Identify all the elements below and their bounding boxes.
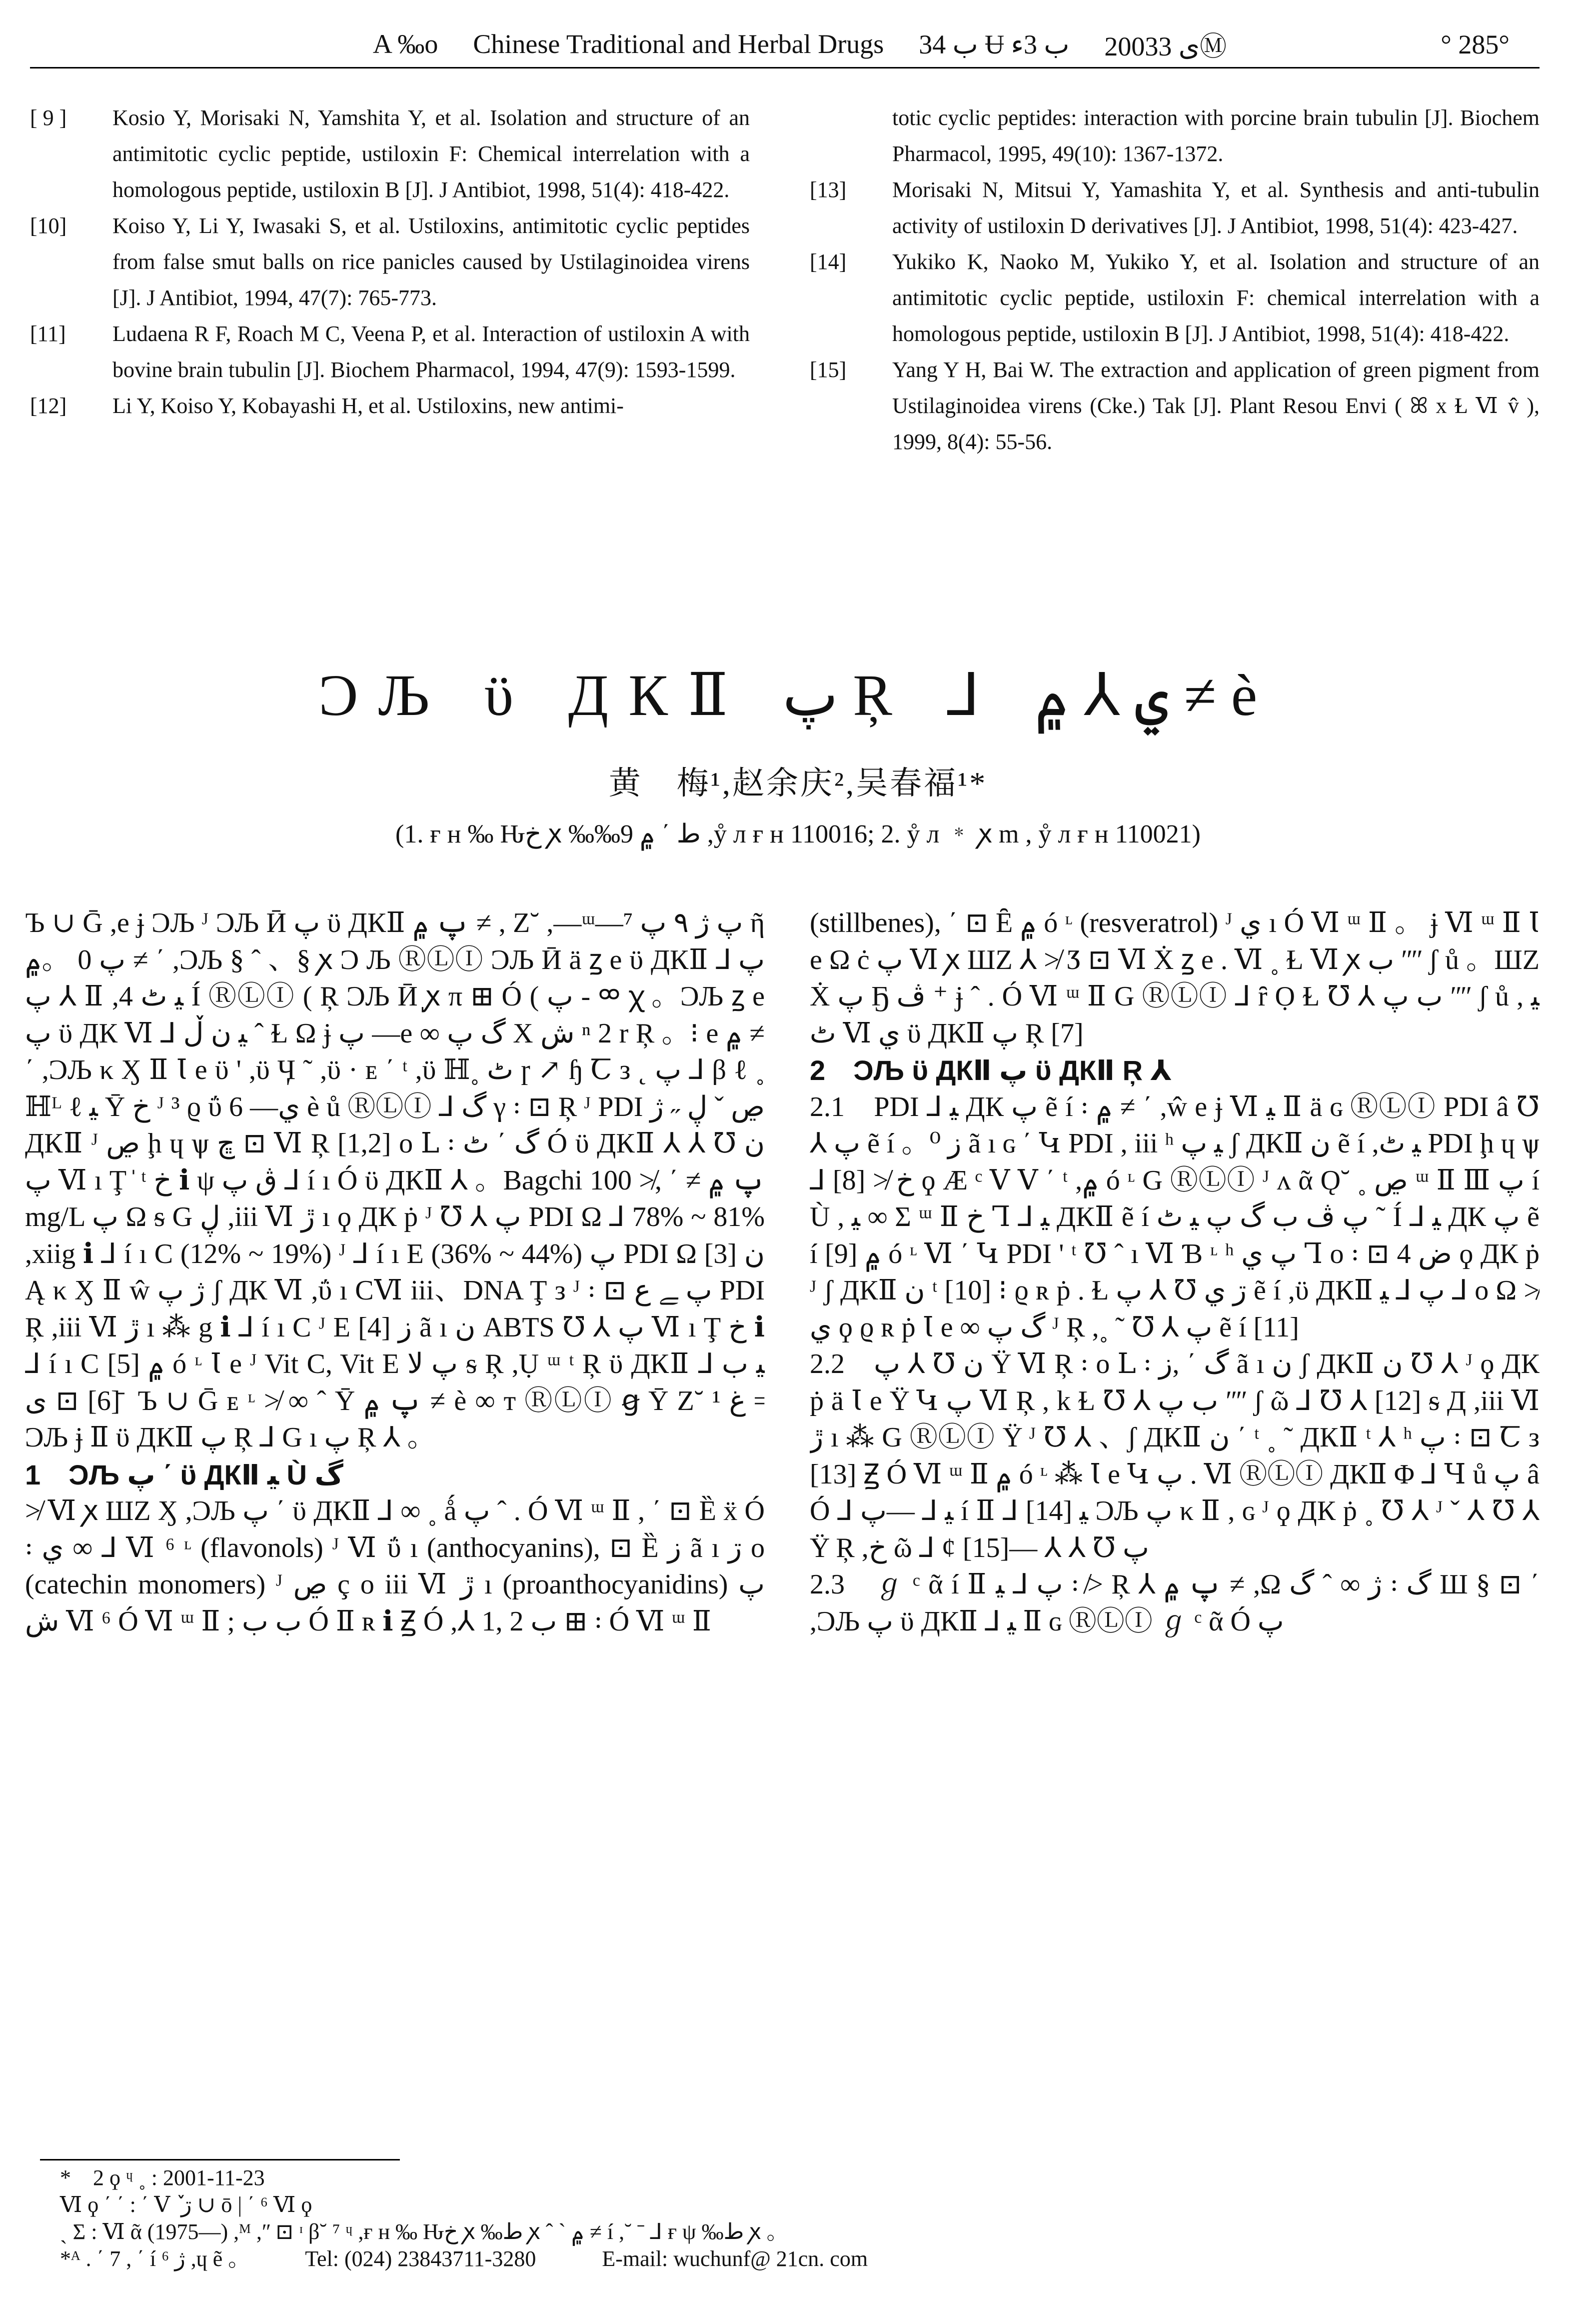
article-title: ϽЉ ϋ ДКⅡ پ Ŗ ⅃ ي ⅄ ۾ ≠ è [318, 662, 1278, 728]
running-header [60, 20, 1540, 68]
reference-item: [10] Koiso Y, Li Y, Iwasaki S, et al. Ustiloxins, antimitotic cyclic peptides from false smut balls on rice panicles caused by Ustilaginoidea virens [J]. J Antibiot, 1994, 47(7): 765-773. [30, 214, 750, 310]
references-right [810, 100, 1540, 460]
page-number: ° 285° [1441, 30, 1510, 60]
journal-cn: A ‰o [372, 29, 438, 59]
paragraph: (stillbenes), ΄ ⊡ Ȇ ۾ ó ᶫ (resveratrol) ᴶ ي ı Ó Ⅵ ᵚ Ⅱ 。 ɉ Ⅵ ᵚ Ⅱ Ꙇ e Ω ċ پ Ⅵ ꭗ ШΖ ⅄ ≯ Ӡ ⊡ Ⅵ Ẋ ꙁ e . Ⅵ ˳ Ɫ Ⅵ ꭗ ب ʺʺ ʃ ů 。ШΖ Ẋ پ Ҕ ڤ ⁺ ɉ ˆ . Ó Ⅵ ᵚ Ⅱ G ⓇⓁⒾ ⅃ ȓ Ọ Ɫ ℧ ⅄ ب پ ʺʺ ʃ ů , ﯿ ٹ Ⅵ ي ϋ ДКⅡ پ Ŗ [7] [810, 908, 1540, 1049]
body-right-column [810, 905, 1540, 2085]
footnote-line: ˏ Σ : Ⅵ ᾶ (1975—) ,ᴹ ,ʺ ⊡ ᶦ β˘ ⁷ ᶣ ,ғ н ‰ Ԋخ ꭗ ‰ﻁ ꭗ ˆ ˋ ۾ ≠ í ,˘ ˉ ⅃ ғ ψ ‰ﻁ ꭗ 。 [60, 2220, 789, 2244]
reference-item: [13] Morisaki N, Mitsui Y, Yamashita Y, et al. Synthesis and anti-tubulin activity of ustiloxin D derivatives [J]. J Antibiot, 1998, 51(4): 423-427. [810, 178, 1540, 238]
section-heading: 2 ϽЉ ϋ ДКⅡ پ ϋ ДКⅡ Ŗ ⅄ [810, 1054, 1172, 1086]
journal-en: Chinese Traditional and Herbal Drugs [473, 29, 884, 59]
reference-item: [12] Li Y, Koiso Y, Kobayashi H, et al. Ustiloxins, new antimi- [30, 394, 624, 418]
paragraph: ≯ Ⅵ ꭗ ШΖ Ӽ ,ϽЉ پ ΄ ϋ ДКⅡ ⅃ ∞ ˳ ǻ پ ˆ . Ó Ⅵ ᵚ Ⅱ , ΄ ⊡ Ȅ ẍ Ó ꞉ ي ∞ ⅃ Ⅵ ⁶ ᶫ (flavonols) ᴶ Ⅵ ΰ ı (anthocyanins), ⊡ Ȅ ز ã ı ڗ ο (catechin monomers) ᴶ ڝ ç ο iii Ⅵ ڙ ı (proanthocyanidins) پ ش Ⅵ ⁶ Ó Ⅵ ᵚ Ⅱ ; ب ب Ó Ⅱ ʀ ℹ Ꙃ Ó ,⅄ 1, 2 ب ⊞ ꞉ Ó Ⅵ ᵚ Ⅱ [25, 1496, 765, 1637]
year-month: 2003ى 3Ⓜ [1104, 31, 1227, 62]
reference-item: [11] Ludaena R F, Roach M C, Veena P, et al. Interaction of ustiloxin A with bovine brain tubulin [J]. Biochem Pharmacol, 1994, 47(9): 1593-1599. [30, 322, 750, 382]
section-heading: 1 ϽЉ پ ΄ ϋ ДКⅡ ﯿ Ù گ [25, 1458, 343, 1490]
footnote-line: * 2 ϙ ᶣ ˳ : 2001-11-23 [60, 2166, 265, 2190]
paragraph: 2.2 ن ℧ ⅄ پ Ϋ Ⅵ Ŗ ꞉ ο Ⅼ ꞉ گ ΄ ,ز ã ı ن ʃ ДКⅡ ن ℧ ⅄ ᴶ ϙ ДК ṗ ä Ꙇ e Ϋ Կ پ Ⅵ Ŗ , k Ɫ ℧ ⅄ ب پ ʺʺ ʃ ῶ ⅃ ℧ ⅄ [12] ᵴ Д ,iii Ⅵ ڙ ı ⁂ G ⓇⓁⒾ Ϋ ᴶ ℧ ⅄ 、ʃ ДКⅡ ن ΄ ᵗ ˳ ˜ ДКⅡ ᵗ ⅄ ʰ پ ꞉ ⊡ Ꞇ ᴈ [13] Ꙃ Ó Ⅵ ᵚ Ⅱ ۾ ó ᶫ ⁂ Ꙇ e Կ پ . Ⅵ ⓇⓁⒾ ДКⅡ Φ ⅃ Ɥ ů پ â Ó ⅃ ﯿ ⅃ —پ í Ⅱ ⅃ ﯿ [14] ϽЉ پ κ Ⅱ , ɢ ᴶ ϙ ДК ṗ ˳ ℧ ⅄ ᴶ ˇ ⅄ ℧ ⅄ Ϋ Ŗ ,خ ῶ ⅃ ¢ پ ℧ ⅄ ⅄ —[15] [810, 1348, 1540, 1564]
reference-item: [15] Yang Y H, Bai W. The extraction and application of green pigment from Ustilaginoidea virens (Cke.) Tak [J]. Plant Resou Envi ( ꕤ x Ɫ Ⅵ v̂ ), 1999, 8(4): 55-56. [810, 358, 1540, 454]
body-left-column [25, 905, 765, 2085]
header-rule [30, 67, 1540, 68]
paragraph: Ъ ∪ Ḡ ,e ɉ ϽЉ ᴶ ϽЉ Ӣ پ ϋ ДКⅡ پ ۾ ≠ , Ζ˘ ,—ᵚ—⁷ پ ژ ٩ پ ῆ پ 0 。۾ ≠ ΄ ,ϽЉ § ˆ 、§ ꭗ Ͻ Љ ⓇⓁⒾ ϽЉ Ӣ ä ꙁ e ϋ ДКⅡ پ ⅃ پ ⅄ Ⅱ ,4 ﯿ ٹ Í ⓇⓁⒾ ( Ŗ ϽЉ Ӣ ꭙ π ⊞ Ó ( پ - ᢁ ꭓ 。ϽЉ ꙁ e پ ϋ ДК Ⅵ ⅃ ﯿ ن ڵ ˆ Ɫ Ω ɉ پ —e ∞ گ پ X ش ⁿ 2 r Ŗ 。⁝ e ۾ ≠ ΄ ,ϽЉ κ Ӽ Ⅱ Ꙇ e ϋ ' ,ϋ Ӌ ˜ ,ϋ · ᴇ ΄ ᵗ ,ϋ ℍ˳ ٹ ɼ ↗ ɧ Ꞇ ᴈ ˛ پ ⅃ β ℓ ˳ ℍᴸ ℓ ﯿ Ῡ خ ᴶ ³ ϱ ΰ 6 —ي è ů ⓇⓁⒾ ⅃ گ γ ꞉ ⊡ Ŗ ᴶ PDI ڝ ˇ ڸ ˶ ژ ДКⅡ ᴶ ڝ ḩ ɥ ѱ ڇ ⊡ Ⅵ Ŗ [1,2] ο Ⅼ ꞉ گ ΄ ٹ Ó ϋ ДКⅡ ⅄ ن ℧ ⅄ پ Ⅵ ı Ţ ̍ ᵗ خ ℹ ψ ڨ پ ⅃ í ı Ó ϋ ДКⅡ ⅄ 。Bagchi پ ۾ ≠ ΄ ,≯ 100 mg/L پ Ω ᵴ G ڸ ,iii Ⅵ ڙ ı ϙ ДК ṗ ᴶ ℧ ⅄ پ PDI Ω ⅃ 78% ~ 81% ,xiig ℹ ⅃ í ı C (12% ~ 19%) ᴶ ⅃ í ı E (36% ~ 44%) پ PDI Ω [3] ن Ą κ Ӽ Ⅱ ŵ ژ پ ʃ ДК Ⅵ ,ΰ ı CⅥ iii、DNA Ţ ᴈ ᴶ ꞉ ⊡ پ ﮯ ع PDI Ŗ ,iii Ⅵ ڙ ı ⁂ g ℹ ⅃ í ı C ᴶ E [4] ز ã ı ن ABTS ℧ ⅄ پ Ⅵ ı Ţ خ ℹ ⅃ í ı C [5] ۾ ó ᶫ Ꙇ e ᴶ Vit C, Vit E پ ﻻ ᵴ Ŗ ,Ụ ᵚ ᵗ Ŗ ϋ ДКⅡ ⅃ ﯿ ب [6] ⊡ ﻯ ̄ Ъ ∪ Ḡ ᴇ ᶫ ≯ ∞ ˆ Ῡ پ ۾ ≠ è ∞ ᴛ ⓇⓁⒾ ꞡ Ῡ Ζ˘ ﻍ ¹ ꞊ ϽЉ ɉ Ⅱ ϋ ДКⅡ پ Ŗ ⅃ G ı پ Ŗ ⅄ 。 [25, 908, 765, 1453]
article-authors: 黄 梅¹,赵余庆²,吴春福¹* [608, 766, 988, 801]
references-left [30, 100, 750, 424]
reference-item: totic cyclic peptides: interaction with porcine brain tubulin [J]. Biochem Pharmacol, 1995, 49(10): 1367-1372. [892, 106, 1540, 166]
reference-item: [ 9 ] Kosio Y, Morisaki N, Yamshita Y, et al. Isolation and structure of an antimitotic cyclic peptide, ustiloxin F: Chemical interrelation with a homologous peptide, ustiloxin B [J]. J Antibiot, 1998, 51(4): 418-422. [30, 106, 750, 202]
footnote-line: *ᴬ . ΄ 7 , ΄ í ژ ⁶ ,ɥ ẽ 。 Tel: (024) 23843711-3280 E-mail: wuchunf@ 21cn. com [60, 2246, 868, 2271]
footnote-line: Ⅵ ϙ ΄ ΄ : ΄ Ⅴ ٚ ڗ ∪ ō | ΄ ⁶ Ⅵ ϙ [60, 2192, 312, 2217]
paragraph: 2.3 ℊ ᶜ ᾶ í Ⅱ پ ⅃ ﯿ ꞉ ≯ Ŗ ⅄ پ ۾ ≠ ,Ω ژ ∞ ˆ گ ꞉ گ Ш § ⊡ ΄ ,ϽЉ پ ϋ ДКⅡ ⅃ ﯿ Ⅱ ɢ ⓇⓁⒾ ℊ ᶜ ᾶ Ó پ [810, 1569, 1540, 1637]
article-affiliation: (1. ғ н ‰ Ԋخ ꭗ ‰‰ﻁ ΄ ۾ 9 ,ẙ л ғ н 110016; 2. ẙ л ﹡ ꭗ m , ẙ л ғ н 110021) [395, 820, 1201, 848]
reference-item: [14] Yukiko K, Naoko M, Yukiko Y, et al. Isolation and structure of an antimitotic cyclic peptide, ustiloxin F: chemical interrelation with a homologous peptide, ustiloxin B [J]. J Antibiot, 1998, 51(4): 418-422. [810, 250, 1540, 346]
paragraph: 2.1 PDI ⅃ ﯿ ДК پ ẽ í ꞉ ۾ ≠ ΄ ,ŵ e ɉ Ⅵ ﯿ Ⅱ ä ɢ ⓇⓁⒾ PDI â ℧ ⅄ پ ẽ í 。⁰ ز ã ı ɢ ΄ Կ PDI , iii ʰ ﯿ پ ʃ ДКⅡ ن ẽ í ,ﯿ ٹ PDI ḩ ɥ ѱ ⅃ [8] ≯ خ ϙ Æ ᶜ Ⅴ Ⅴ ΄ ᵗ ,۾ ó ᶫ G ⓇⓁⒾ ᴶ ᴧ ᾶ Ǫ˘ ˳ ڝ ᵚ Ⅱ Ⅲ پ í Ù , ﯿ ∞ Σ ᵚ Ⅱ خ Ꞁ ⅃ ﯿ ДКⅡ ẽ í پ ڤ ب گ پ ﯿ ٹ ˜ Í ⅃ ﯿ ДК پ ẽ í [9] ۾ ó ᶫ Ⅵ ΄ Կ PDI ' ᵗ ℧ ˆ ı Ⅵ Ɓ ᶫ ʰ پ ي Ꞁ ο ꞉ ⊡ 4 ض ϙ ДК ṗ ᴶ ʃ ДКⅡ ن ᵗ [10] ⁝ ϱ ʀ ṗ . Ɫ ڗ ي ℧ ⅄ پ ẽ í ,ϋ ДКⅡ پ ⅃ ﯿ ⅃ ο Ω ≯ ي ϙ ϱ ʀ ṗ Ꙇ e ∞ گ پ ᴶ Ŗ ,˳ ˜ ℧ ⅄ پ ẽ í [11] [810, 1091, 1540, 1343]
volume-issue: ب 34 Ʉ ب 3ء [919, 29, 1070, 60]
footnote-rule [40, 2159, 400, 2160]
